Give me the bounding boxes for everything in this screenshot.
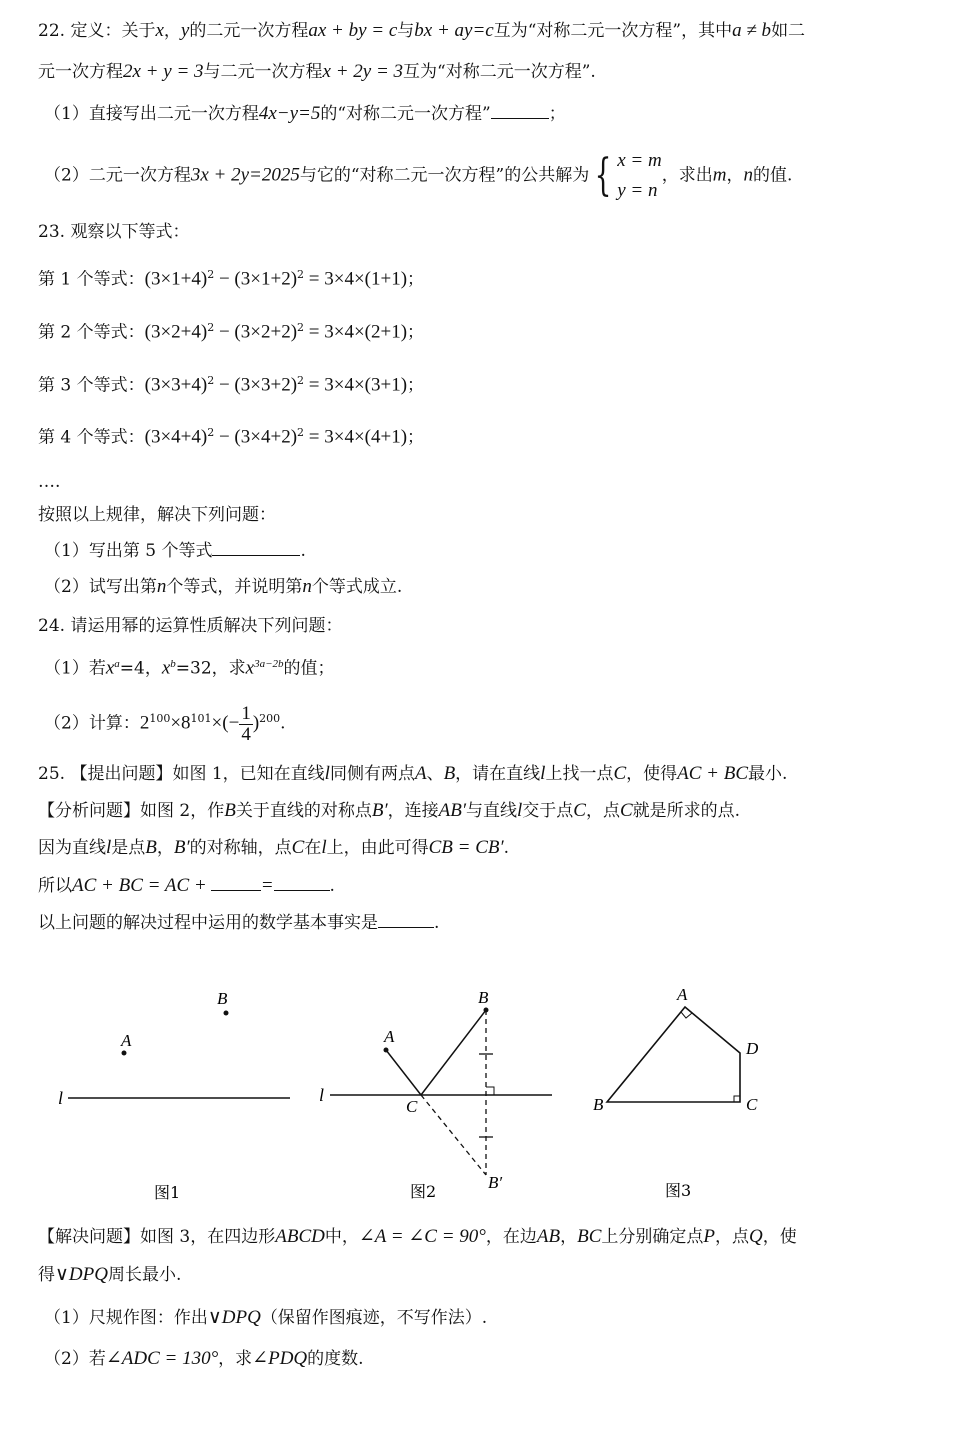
svg-text:A: A <box>677 985 688 1004</box>
answer-blank[interactable] <box>211 874 261 891</box>
figure-2 <box>319 988 552 1201</box>
svg-text:图2: 图2 <box>410 1182 437 1201</box>
q22-part2: （2）二元一次方程3x + 2y=2025与它的“对称二元一次方程”的公共解为 { x = m y = n ，求出m，n的值. <box>44 150 793 201</box>
q23-part2: （2）试写出第n个等式，并说明第n个等式成立. <box>44 576 403 597</box>
q23-title: 23. 观察以下等式： <box>38 222 190 242</box>
q22-part1: （1）直接写出二元一次方程4x−y=5的“对称二元一次方程” ； <box>44 103 566 124</box>
svg-text:l: l <box>319 1085 325 1105</box>
answer-blank[interactable] <box>491 102 549 119</box>
q24-title: 24. 请运用幂的运算性质解决下列问题： <box>38 616 343 636</box>
svg-text:A: A <box>121 1031 132 1050</box>
q23-eq4: 第 4 个等式：$(3\times 4+4)^2 - (3\times 4+2)^2 = 3\times 4\times(4+1)$； <box>38 426 425 448</box>
q25-line1: 25. 【提出问题】如图 1，已知在直线l同侧有两点A、B，请在直线l上找一点C，使得AC + BC最小. <box>38 763 788 784</box>
q25-solve-part1: （1）尺规作图：作出∨DPQ（保留作图痕迹，不写作法）. <box>44 1307 488 1328</box>
svg-text:l: l <box>58 1088 64 1108</box>
svg-text:B: B <box>217 989 228 1008</box>
q23-eq3: 第 3 个等式：$(3\times 3+4)^2 - (3\times 3+2)^2 = 3\times 4\times(3+1)$； <box>38 374 425 396</box>
q22-line1: 22. 定义：关于x，y的二元一次方程ax + by = c与bx + ay=c互为“对称二元一次方程”，其中a ≠ b如二 <box>38 20 806 41</box>
q25-line3: 因为直线l是点B，B′的对称轴，点C在l上，由此可得CB = CB′. <box>38 837 510 858</box>
q25-line5: 以上问题的解决过程中运用的数学基本事实是 . <box>38 913 440 933</box>
answer-blank[interactable] <box>274 874 330 891</box>
q23-eq1: 第 1 个等式：$(3\times 1+4)^2 - (3\times 1+2)^2 = 3\times 4\times(1+1)$； <box>38 268 425 290</box>
q24-part1: （1）若$x^a=4$，$x^b=32$，求$x^{3a-2b}$的值； <box>44 657 335 679</box>
q25-line2: 【分析问题】如图 2，作B关于直线的对称点B′，连接AB′与直线l交于点C，点C就是所求的点. <box>38 800 741 821</box>
answer-blank[interactable] <box>212 539 300 556</box>
q23-dots: …. <box>38 472 61 492</box>
q22-line2: 元一次方程2x + y = 3与二元一次方程x + 2y = 3互为“对称二元一次方程”. <box>38 61 596 82</box>
q25-line4: 所以AC + BC = AC + = . <box>38 875 335 896</box>
q23-part1: （1）写出第 5 个等式 . <box>44 541 306 561</box>
svg-text:A: A <box>384 1027 395 1046</box>
q25-solve-part2: （2）若∠ADC = 130°，求∠PDQ的度数. <box>44 1348 364 1369</box>
svg-text:图3: 图3 <box>665 1181 692 1200</box>
figure-3 <box>593 985 759 1200</box>
svg-text:C: C <box>406 1097 418 1116</box>
svg-text:D: D <box>746 1039 759 1058</box>
svg-text:B: B <box>478 988 489 1007</box>
q25-figures <box>0 975 958 1210</box>
svg-text:B′: B′ <box>488 1173 503 1192</box>
answer-blank[interactable] <box>378 911 434 928</box>
svg-text:C: C <box>746 1095 758 1114</box>
q25-solve-line2: 得∨DPQ周长最小. <box>38 1264 182 1285</box>
svg-text:图1: 图1 <box>154 1183 181 1202</box>
svg-text:B: B <box>593 1095 604 1114</box>
q24-part2: （2）计算：$2^{100}\times 8^{101}\times(-$ $\frac{1}{4}$ )$^{200}$. <box>44 702 286 745</box>
figure-1 <box>58 989 290 1202</box>
q23-eq2: 第 2 个等式：$(3\times 2+4)^2 - (3\times 2+2)^2 = 3\times 4\times(2+1)$； <box>38 321 425 343</box>
q23-rule: 按照以上规律，解决下列问题： <box>38 505 276 525</box>
q25-solve-line1: 【解决问题】如图 3，在四边形ABCD中，∠A = ∠C = 90°，在边AB，BC上分别确定点P，点Q，使 <box>38 1226 797 1247</box>
